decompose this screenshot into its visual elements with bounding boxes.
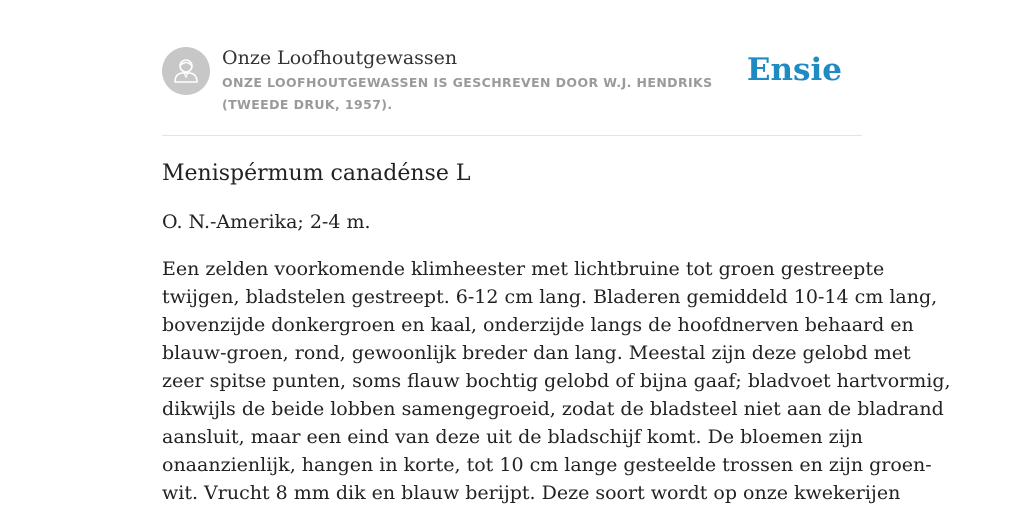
brand-logo[interactable]: Ensie [746, 52, 842, 88]
body-line: dikwijls de beide lobben samengegroeid, zodat de bladsteel niet aan de bladrand [162, 398, 944, 420]
user-icon [162, 47, 210, 95]
body-line: onaanzienlijk, hangen in korte, tot 10 cm lange gesteelde trossen en zijn groen- [162, 454, 932, 476]
body-line: bovenzijde donkergroen en kaal, onderzijde langs de hoofdnerven behaard en [162, 314, 914, 336]
body-line: zeer spitse punten, soms flauw bochtig gelobd of bijna gaaf; bladvoet hartvormig, [162, 370, 951, 392]
book-header [162, 46, 862, 116]
article-body [162, 255, 951, 507]
book-description: ONZE LOOFHOUTGEWASSEN IS GESCHREVEN DOOR W.J. HENDRIKS (TWEEDE DRUK, 1957). [222, 75, 713, 112]
body-line: aansluit, maar een eind van deze uit de bladschijf komt. De bloemen zijn [162, 426, 863, 448]
avatar[interactable] [162, 47, 210, 95]
body-line: wit. Vrucht 8 mm dik en blauw berijpt. Deze soort wordt op onze kwekerijen [162, 482, 901, 504]
article [162, 158, 951, 507]
header-divider [162, 135, 862, 136]
article-meta: O. N.-Amerika; 2-4 m. [162, 211, 371, 233]
book-title[interactable]: Onze Loofhoutgewassen [222, 47, 458, 69]
body-line: blauw-groen, rond, gewoonlijk breder dan lang. Meestal zijn deze gelobd met [162, 342, 911, 364]
body-line: Een zelden voorkomende klimheester met lichtbruine tot groen gestreepte [162, 258, 885, 280]
article-title: Menispérmum canadénse L [162, 161, 471, 186]
body-line: twijgen, bladstelen gestreept. 6-12 cm lang. Bladeren gemiddeld 10-14 cm lang, [162, 286, 938, 308]
